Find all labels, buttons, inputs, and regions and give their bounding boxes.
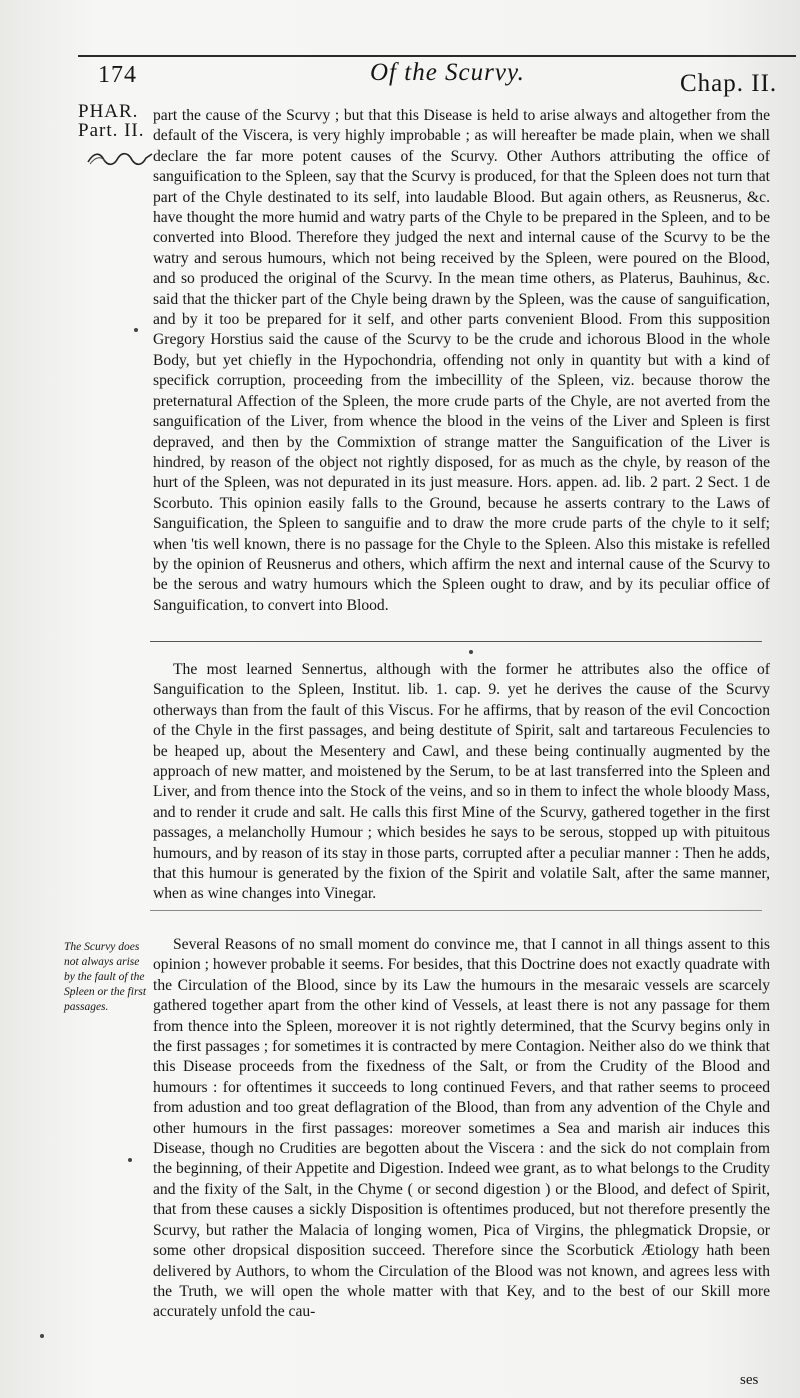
flourish-ornament-icon (86, 150, 154, 168)
marginal-note: The Scurvy does not always arise by the fault of the Spleen or the first passages. (64, 941, 147, 1013)
paragraph-1-text: part the cause of the Scurvy ; but that this Disease is held to arise always and altogether from the default of the Viscera, is very highly improbable ; as will hereafter be made plain, when we shall declare the far more potent causes of the Scurvy. Other Authors attributing the office of sanguification to the Spleen, say that the Scurvy is produced, for that the Spleen does not turn that part of the Chyle destinated to its self, into laudable Blood. But again others, as Reusnerus, &c. have thought the more humid and watry parts of the Chyle to be prepared in the Spleen, and to be converted into Blood. Therefore they judged the next and internal cause of the Scurvy to be the watry and serous humours, which not being received by the Spleen, were poured on the Blood, and so produced the original of the Scurvy. In the mean time others, as Platerus, Bauhinus, &c. said that the thicker part of the Chyle being drawn by the Spleen, was the cause of sanguification, and by it too be prepared for it self, and other parts convenient Blood. From this supposition Gregory Horstius said the cause of the Scurvy to be the crude and ichorous Blood in the whole Body, but yet chiefly in the Hypochondria, offending not only in quantity but with a kind of specifick corruption, proceeding from the imbecillity of the Spleen, viz. because thorow the preternatural Affection of the Spleen, the more crude parts of the Chyle, are not averted from the sanguification of the Liver, from whence the blood in the veins of the Liver and Spleen is first depraved, and then by the Commixtion of strange matter the Sanguification of the Liver is hindred, by reason of the object not rightly disposed, for as much as the chyle, by reason of the hurt of the Spleen, was not depurated in its just measure. Hors. appen. ad. lib. 2 part. 2 Sect. 1 de Scorbuto. This opinion easily falls to the Ground, because he asserts contrary to the Laws of Sanguification, the Spleen to sanguifie and to draw the more crude parts of the chyle to it self; when 'tis well known, there is no passage for the Chyle to the Spleen. Also this mistake is refelled by the opinion of Reusnerus and others, which affirm the next and internal cause of the Scurvy to be the serous and watry humours which the Spleen ought to draw, and by its peculiar office of Sanguification, to convert into Blood. (153, 107, 770, 614)
ink-spot (134, 328, 138, 332)
chapter-label: Chap. II. (680, 70, 778, 97)
ink-spot (469, 650, 473, 654)
side-label-part: Part. II. (78, 120, 145, 141)
header-rule (78, 55, 796, 57)
ink-spot (40, 1334, 44, 1338)
paragraph-2 (153, 660, 770, 905)
paragraph-divider-2 (150, 910, 762, 911)
page-number: 174 (98, 62, 137, 88)
side-label-phar: PHAR. (78, 101, 139, 122)
paragraph-1 (153, 106, 770, 616)
ink-spot (128, 1158, 132, 1162)
paragraph-3-text: Several Reasons of no small moment do convince me, that I cannot in all things assent to this opinion ; however probable it seems. For besides, that this Doctrine does not exactly quadrate with the Circulation of the Blood, since by its Law the humours in the mesaraic vessels are scarcely gathered together apart from the other kind of Vessels, at least there is not any passage for them from thence into the Spleen, moreover it is not rightly determined, that the Scurvy begins only in the first passages ; for sometimes it is contracted by mere Contagion. Neither also do we think that this Disease proceeds from the fixedness of the Salt, or from the Crudity of the Blood and humours : for oftentimes it succeeds to long continued Fevers, and that rather seems to proceed from adustion and too great deflagration of the Blood, than from any advention of the Chyle and other humours in the first passages: moreover sometimes a Sea and marish air induces this Disease, though no Crudities are begotten about the Viscera : and the sick do not complain from the beginning, of their Appetite and Digestion. Indeed wee grant, as to what belongs to the Crudity and the fixity of the Salt, in the Chyme ( or second digestion ) or the Blood, and defect of Spirit, that from these causes a sickly Disposition is oftentimes produced, but not therefore presently the Scurvy, but rather the Malacia of longing women, Pica of Virgins, the phlegmatick Dropsie, or some other dropsical disposition succeed. Therefore since the Scorbutick Ætiology hath been delivered by Authors, to whom the Circulation of the Blood was not known, and agrees less with the Truth, we will open the whole matter with that Key, and to the best of our Skill more accurately unfold the cau- (153, 936, 770, 1321)
paragraph-3 (153, 935, 770, 1323)
catchword: ses (740, 1372, 759, 1388)
side-label (78, 102, 158, 140)
running-title: Of the Scurvy. (370, 59, 525, 86)
paragraph-2-text: The most learned Sennertus, although with the former he attributes also the office of Sanguification to the Spleen, Institut. lib. 1. cap. 9. yet he derives the cause of the Scurvy otherways than from the fault of this Viscus. For he affirms, that by reason of the evil Concoction of the Chyle in the first passages, and being destitute of Spirit, salt and tartareous Feculencies to be heaped up, about the Mesentery and Cawl, and these being continually augmented by the approach of new matter, and moistened by the Serum, to be at last transferred into the Spleen and Liver, and from thence into the Stock of the veins, and so in them to infect the whole bloody Mass, and to render it crude and salt. He calls this first Mine of the Scurvy, gathered together in the first passages, a melancholly Humour ; which besides he says to be serous, stopped up with pituitous humours, and by reason of its stay in those parts, corrupted after a peculiar manner : Then he adds, that this humour is generated by the fixion of the Spirit and volatile Salt, after the same manner, when as wine changes into Vinegar. (153, 661, 770, 903)
paragraph-divider (150, 641, 762, 642)
